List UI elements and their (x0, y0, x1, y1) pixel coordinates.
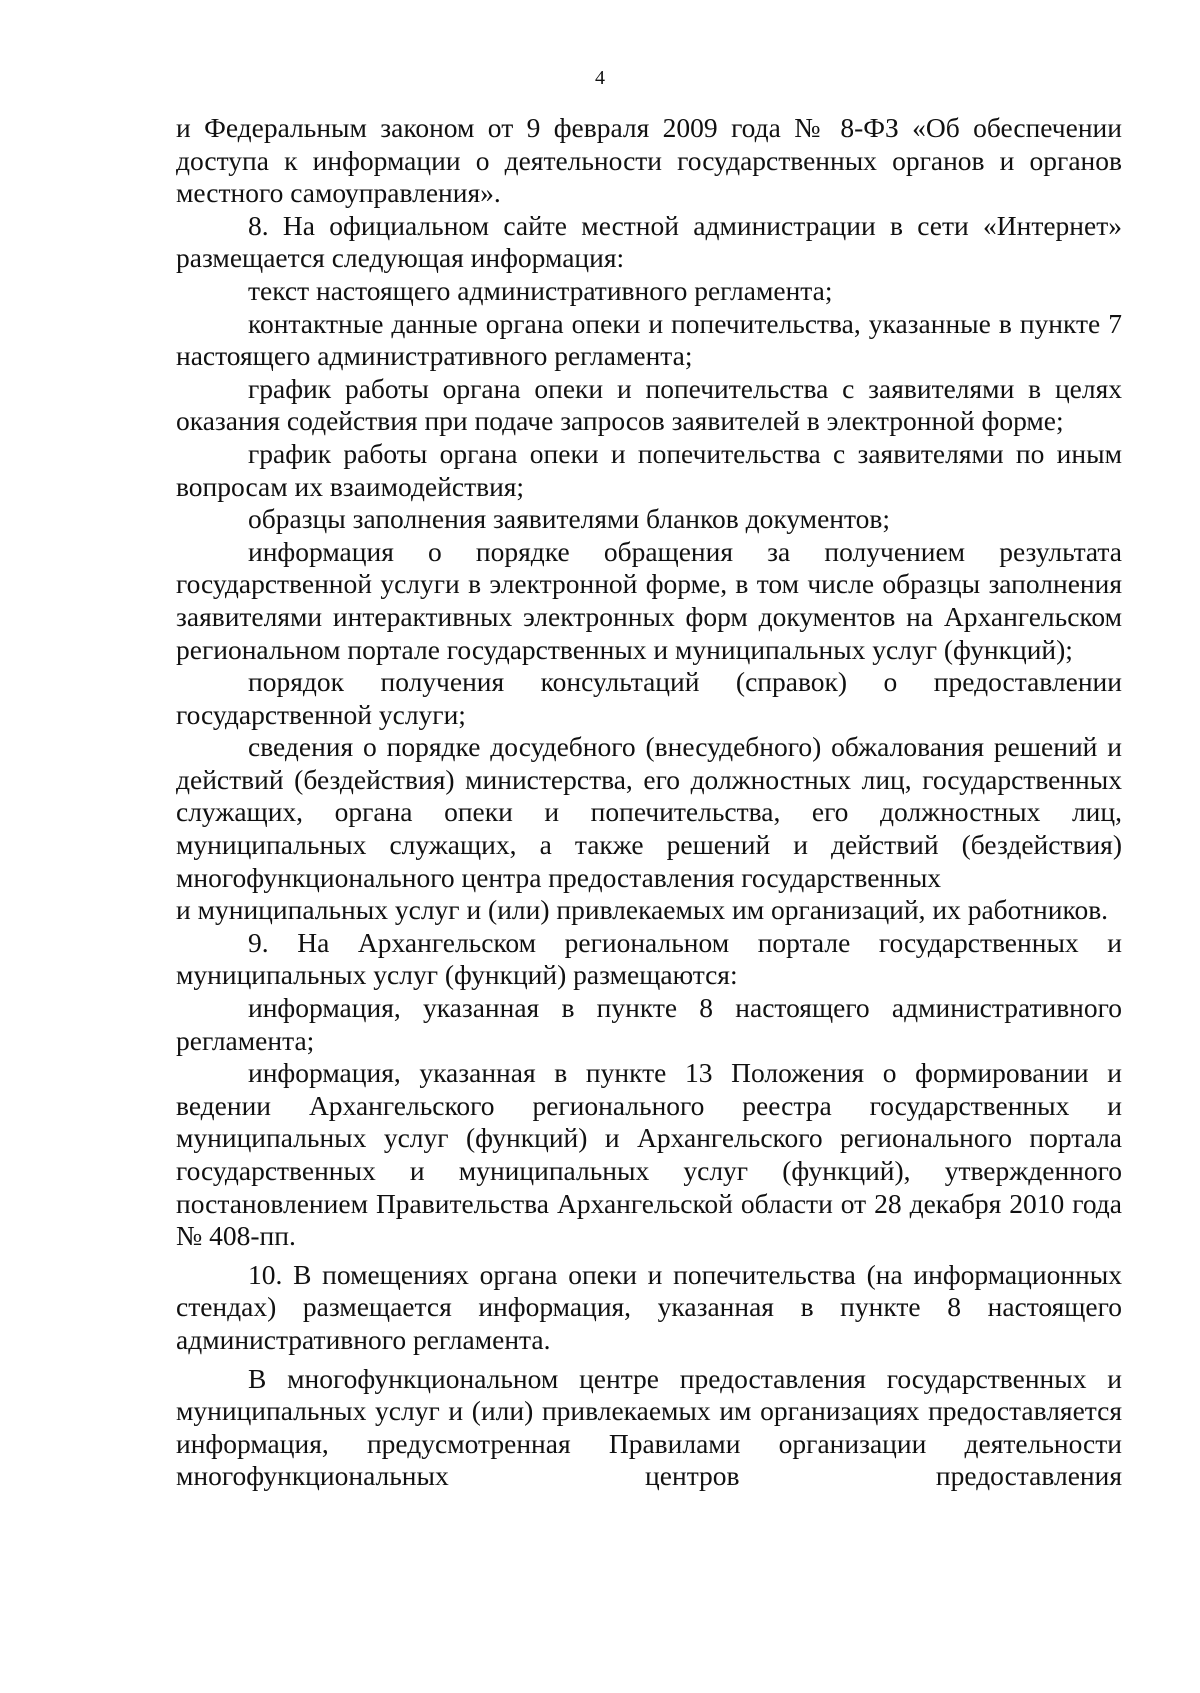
paragraph-law-reference: и Федеральным законом от 9 февраля 2009 года № 8-ФЗ «Об обеспечении доступа к информации о деятельности государственных органов и органов местного самоуправления». (176, 112, 1122, 209)
list-item-electronic-procedure: информация о порядке обращения за получением результата государственной услуги в электронной форме, в том числе образцы заполнения заявителями интерактивных электронных форм документов на Архангельском региональном портале государственных и муниципальных услуг (функций); (176, 535, 1122, 665)
paragraph-mfc-info: В многофункциональном центре предоставления государственных и муниципальных услуг и (или) привлекаемых им организациях предоставляется информация, предусмотренная Правилами организации деятельности многофункциональных центров предоставления (176, 1362, 1122, 1492)
list-item-form-samples: образцы заполнения заявителями бланков документов; (248, 503, 891, 535)
paragraph-8-intro: 8. На официальном сайте местной администрации в сети «Интернет» размещается следующая информация: (176, 209, 1122, 274)
list-item-consultations: порядок получения консультаций (справок) о предоставлении государственной услуги; (176, 666, 1122, 730)
list-item-schedule-electronic: график работы органа опеки и попечительства с заявителями в целях оказания содействия при подаче запросов заявителей в электронной форме; (176, 372, 1122, 437)
paragraph-10: 10. В помещениях органа опеки и попечительства (на информационных стендах) размещается информация, указанная в пункте 8 настоящего административного регламента. (176, 1258, 1122, 1355)
list-item-appeal-procedure: сведения о порядке досудебного (внесудебного) обжалования решений и действий (бездействия) министерства, его должностных лиц, государственных служащих, органа опеки и попечительства, его должностных лиц, муниципальных служащих, а также решений и действий (бездействия) многофункционального центра предоставления государственных (176, 731, 1122, 893)
document-body (176, 112, 1122, 1493)
paragraph-9-intro: 9. На Архангельском региональном портале государственных и муниципальных услуг (функций) размещаются: (176, 926, 1122, 991)
list-item-contact-data: контактные данные органа опеки и попечительства, указанные в пункте 7 настоящего административного регламента; (176, 307, 1122, 372)
list-item-point-8-info: информация, указанная в пункте 8 настоящего административного регламента; (176, 992, 1122, 1056)
page-number: 4 (595, 67, 605, 89)
list-item-schedule-other: график работы органа опеки и попечительства с заявителями по иным вопросам их взаимодействия; (176, 437, 1122, 502)
list-item-regulation-text: текст настоящего административного регламента; (248, 274, 833, 306)
list-item-appeal-continuation: и муниципальных услуг и (или) привлекаемых им организаций, их работников. (176, 894, 1109, 926)
list-item-point-13-info: информация, указанная в пункте 13 Положения о формировании и ведении Архангельского регионального реестра государственных и муниципальных услуг (функций) и Архангельского регионального портала государственных и муниципальных услуг (функций), утвержденного постановлением Правительства Архангельской области от 28 декабря 2010 года № 408-пп. (176, 1057, 1122, 1252)
